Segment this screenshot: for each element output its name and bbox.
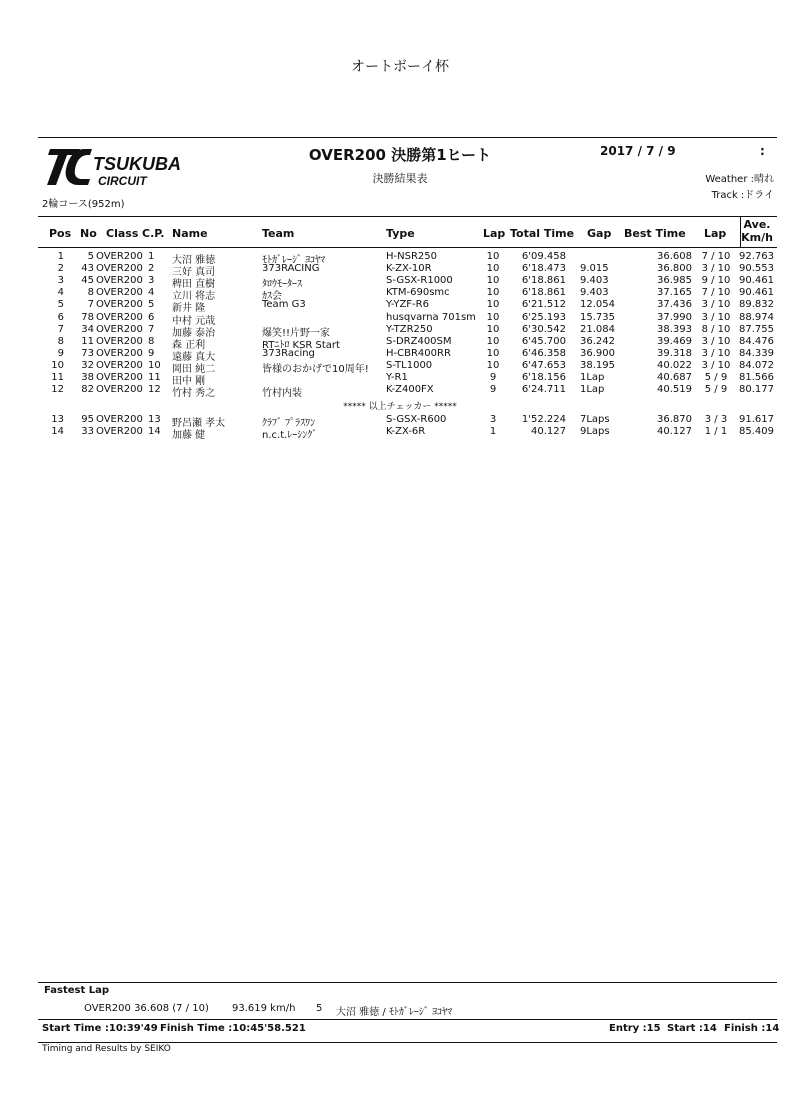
- cell-team: 爆笑!!片野一家: [262, 327, 331, 339]
- cell-lapbest: 3 / 10: [701, 335, 731, 347]
- cell-gap: 38.195: [580, 359, 615, 371]
- cell-type: Y-R1: [386, 372, 408, 383]
- cell-team: ﾀﾛｳﾓｰﾀｰｽ: [262, 279, 302, 291]
- header-ave-unit: Km/h: [741, 231, 773, 244]
- logo-text-bottom: CIRCUIT: [98, 174, 147, 188]
- cell-no: 11: [81, 335, 94, 347]
- cell-team: 竹村内装: [262, 388, 302, 400]
- cell-ave: 87.755: [739, 323, 774, 335]
- finish-time: Finish Time :10:45'58.521: [160, 1023, 306, 1034]
- header-team: Team: [262, 227, 295, 240]
- cell-ave: 81.566: [739, 372, 774, 383]
- table-row: [0, 287, 800, 303]
- cell-class: OVER200: [96, 384, 143, 396]
- track-info: Track :ドライ: [711, 190, 774, 201]
- cell-cp: 6: [148, 311, 155, 323]
- cell-ave: 91.617: [739, 414, 774, 425]
- results-subtitle: 決勝結果表: [372, 172, 428, 185]
- tc-logo-mark: [40, 145, 230, 190]
- table-row: [0, 311, 800, 327]
- cell-lapbest: 3 / 3: [704, 414, 728, 425]
- cell-ave: 90.461: [739, 287, 774, 299]
- cell-no: 8: [87, 287, 94, 299]
- table-row: [0, 251, 800, 266]
- cell-type: husqvarna 701sm: [386, 311, 476, 323]
- cell-name: 竹村 秀之: [172, 388, 216, 400]
- cell-name: 遠藤 真大: [172, 351, 216, 363]
- cell-name: 三好 真司: [172, 267, 216, 279]
- cell-pos: 3: [57, 275, 64, 287]
- cell-name: 立川 将志: [172, 291, 216, 303]
- date-value: 2017 / 7 / 9: [600, 144, 676, 158]
- cell-total: 40.127: [531, 426, 566, 438]
- cell-class: OVER200: [96, 347, 143, 359]
- cell-total: 6'24.711: [521, 384, 566, 396]
- checker-separator: ***** 以上チェッカー *****: [343, 402, 457, 412]
- cell-cp: 1: [148, 251, 155, 262]
- cell-class: OVER200: [96, 372, 143, 383]
- cell-best: 40.519: [657, 384, 692, 396]
- cell-lapbest: 5 / 9: [704, 372, 728, 383]
- cell-cp: 14: [148, 426, 161, 438]
- cell-type: S-DRZ400SM: [386, 335, 452, 347]
- entry-count: Entry :15: [609, 1023, 661, 1034]
- cell-gap: 36.242: [580, 335, 615, 347]
- cell-gap: 1Lap: [580, 372, 605, 383]
- cell-lapbest: 3 / 10: [701, 311, 731, 323]
- cell-ave: 88.974: [739, 311, 774, 323]
- cell-ave: 85.409: [739, 426, 774, 438]
- race-date: [600, 144, 775, 158]
- cell-name: 森 正利: [172, 339, 206, 351]
- cell-pos: 11: [51, 372, 64, 383]
- cell-pos: 8: [57, 335, 64, 347]
- cell-pos: 14: [51, 426, 64, 438]
- cell-pos: 6: [57, 311, 64, 323]
- cell-ave: 90.553: [739, 263, 774, 275]
- table-row: [0, 372, 800, 387]
- header-type: Type: [386, 227, 415, 240]
- cell-total: 6'21.512: [521, 299, 566, 311]
- cell-no: 38: [81, 372, 94, 383]
- cell-best: 36.800: [657, 263, 692, 275]
- cell-team: ﾓﾄｶﾞﾚｰｼﾞ ﾖｺﾔﾏ: [262, 255, 326, 266]
- cell-best: 39.469: [657, 335, 692, 347]
- table-row: [0, 384, 800, 400]
- start-time: Start Time :10:39'49: [42, 1023, 158, 1034]
- cell-name: 田中 剛: [172, 376, 206, 387]
- cell-lapbest: 5 / 9: [704, 384, 728, 396]
- cell-cp: 12: [148, 384, 161, 396]
- logo-text-top: TSUKUBA: [93, 154, 181, 174]
- cell-best: 39.318: [657, 347, 692, 359]
- header-best-time: Best Time: [624, 227, 686, 240]
- cell-lap: 9: [489, 384, 497, 396]
- cell-pos: 1: [57, 251, 64, 262]
- race-title: OVER200 決勝第1ヒート: [308, 146, 492, 164]
- cell-best: 36.608: [657, 251, 692, 262]
- cell-total: 6'25.193: [521, 311, 566, 323]
- cell-lapbest: 3 / 10: [701, 299, 731, 311]
- cell-no: 78: [81, 311, 94, 323]
- cell-lapbest: 1 / 1: [704, 426, 728, 438]
- cell-total: 6'09.458: [521, 251, 566, 262]
- cell-name: 大沼 雅徳: [172, 255, 216, 266]
- cell-class: OVER200: [96, 263, 143, 275]
- fastest-lap-speed: 93.619 km/h: [232, 1003, 296, 1014]
- cell-cp: 4: [148, 287, 155, 299]
- cell-class: OVER200: [96, 287, 143, 299]
- cell-name: 中村 元哉: [172, 315, 216, 327]
- cell-lap: 10: [486, 323, 500, 335]
- cell-no: 45: [81, 275, 94, 287]
- weather-info: Weather :晴れ: [705, 174, 774, 185]
- cell-name: 稗田 直樹: [172, 279, 216, 291]
- cell-type: K-ZX-6R: [386, 426, 426, 438]
- fastest-lap-title: Fastest Lap: [44, 985, 109, 996]
- cell-total: 6'46.358: [521, 347, 566, 359]
- cell-class: OVER200: [96, 251, 143, 262]
- cell-name: 新井 隆: [172, 303, 206, 315]
- cell-cp: 3: [148, 275, 155, 287]
- cell-class: OVER200: [96, 299, 143, 311]
- cell-gap: 12.054: [580, 299, 615, 311]
- top-divider: [38, 137, 777, 138]
- header-ave: [737, 218, 777, 244]
- cell-no: 5: [87, 251, 94, 262]
- cell-lap: 1: [489, 426, 497, 438]
- cell-gap: 9.403: [580, 275, 609, 287]
- cell-type: S-GSX-R600: [386, 414, 447, 425]
- cell-lap: 10: [486, 275, 500, 287]
- header-pos: Pos: [49, 227, 72, 240]
- cell-gap: 9.015: [580, 263, 609, 275]
- timing-credit: Timing and Results by SEIKO: [42, 1044, 171, 1054]
- cell-lapbest: 8 / 10: [701, 323, 731, 335]
- cell-lapbest: 7 / 10: [701, 287, 731, 299]
- cell-lap: 10: [486, 311, 500, 323]
- cell-cp: 13: [148, 414, 161, 425]
- cell-lap: 10: [486, 347, 500, 359]
- cell-type: Y-TZR250: [386, 323, 433, 335]
- cell-total: 6'18.861: [521, 275, 566, 287]
- cell-name: 加藤 健: [172, 430, 206, 442]
- cell-type: S-TL1000: [386, 359, 433, 371]
- table-row: [0, 426, 800, 442]
- cell-class: OVER200: [96, 323, 143, 335]
- cell-cp: 2: [148, 263, 155, 275]
- cell-ave: 89.832: [739, 299, 774, 311]
- cell-type: K-Z400FX: [386, 384, 434, 396]
- cell-lap: 10: [486, 287, 500, 299]
- cell-total: 1'52.224: [521, 414, 566, 425]
- cell-lapbest: 3 / 10: [701, 359, 731, 371]
- table-row: [0, 263, 800, 279]
- fastest-lap-number: 5: [316, 1003, 323, 1014]
- cell-total: 6'18.473: [521, 263, 566, 275]
- header-class: Class: [106, 227, 139, 240]
- cell-lap: 10: [486, 359, 500, 371]
- cell-cp: 5: [148, 299, 155, 311]
- finish-count: Finish :14: [724, 1023, 780, 1034]
- cell-lapbest: 3 / 10: [701, 263, 731, 275]
- table-row: [0, 347, 800, 363]
- cell-best: 40.127: [657, 426, 692, 438]
- document-title: オートボーイ杯: [351, 59, 449, 75]
- cell-cp: 11: [148, 372, 161, 383]
- cell-total: 6'18.156: [521, 372, 566, 383]
- cell-total: 6'30.542: [521, 323, 566, 335]
- header-ave-label: Ave.: [743, 218, 771, 231]
- cell-cp: 10: [148, 359, 161, 371]
- cell-pos: 13: [51, 414, 64, 425]
- cell-no: 7: [87, 299, 94, 311]
- cell-total: 6'18.861: [521, 287, 566, 299]
- header-gap: Gap: [587, 227, 612, 240]
- course-info: 2輪コース(952m): [42, 199, 125, 210]
- header-lap: Lap: [483, 227, 506, 240]
- cell-no: 95: [81, 414, 94, 425]
- tsukuba-circuit-logo: [40, 145, 230, 190]
- cell-best: 40.022: [657, 359, 692, 371]
- start-count: Start :14: [667, 1023, 717, 1034]
- cell-no: 82: [81, 384, 94, 396]
- cell-team: 373Racing: [262, 347, 315, 359]
- cell-type: K-ZX-10R: [386, 263, 432, 275]
- cell-pos: 5: [57, 299, 64, 311]
- table-row: [0, 359, 800, 375]
- fastest-lap-class-time: OVER200 36.608 (7 / 10): [84, 1003, 209, 1014]
- cell-cp: 7: [148, 323, 155, 335]
- cell-team: RTﾆﾄﾛ KSR Start: [262, 339, 340, 351]
- cell-class: OVER200: [96, 311, 143, 323]
- header-no: No: [80, 227, 97, 240]
- cell-cp: 8: [148, 335, 155, 347]
- table-row: [0, 299, 800, 315]
- cell-lapbest: 7 / 10: [701, 251, 731, 262]
- cell-lap: 10: [486, 299, 500, 311]
- cell-gap: 21.084: [580, 323, 615, 335]
- cell-best: 38.393: [657, 323, 692, 335]
- cell-type: Y-YZF-R6: [386, 299, 429, 311]
- cell-gap: 9.403: [580, 287, 609, 299]
- cell-class: OVER200: [96, 414, 143, 425]
- cell-pos: 12: [51, 384, 64, 396]
- cell-class: OVER200: [96, 275, 143, 287]
- cell-gap: 7Laps: [580, 414, 610, 425]
- cell-name: 岡田 純二: [172, 363, 216, 375]
- cell-ave: 80.177: [739, 384, 774, 396]
- cell-class: OVER200: [96, 335, 143, 347]
- cell-lap: 3: [489, 414, 497, 425]
- cell-no: 73: [81, 347, 94, 359]
- cell-team: Team G3: [262, 299, 306, 311]
- cell-lapbest: 9 / 10: [701, 275, 731, 287]
- cell-class: OVER200: [96, 359, 143, 371]
- cell-gap: 15.735: [580, 311, 615, 323]
- cell-ave: 90.461: [739, 275, 774, 287]
- date-colon: :: [760, 144, 765, 158]
- table-row: [0, 414, 800, 429]
- fastest-lap-rider: 大沼 雅徳 / ﾓﾄｶﾞﾚｰｼﾞ ﾖｺﾔﾏ: [336, 1007, 453, 1018]
- cell-name: 加藤 泰治: [172, 327, 216, 339]
- cell-no: 33: [81, 426, 94, 438]
- cell-pos: 10: [51, 359, 64, 371]
- results-table-header: [38, 216, 777, 248]
- cell-pos: 9: [57, 347, 64, 359]
- cell-best: 36.985: [657, 275, 692, 287]
- header-name: Name: [172, 227, 208, 240]
- table-row: [0, 335, 800, 351]
- cell-lap: 10: [486, 251, 500, 262]
- cell-team: ｸﾗﾌﾞ ﾌﾟﾗｽﾜﾝ: [262, 418, 316, 429]
- cell-pos: 2: [57, 263, 64, 275]
- cell-gap: 9Laps: [580, 426, 610, 438]
- cell-pos: 4: [57, 287, 64, 299]
- cell-ave: 84.072: [739, 359, 774, 371]
- cell-ave: 84.339: [739, 347, 774, 359]
- cell-no: 43: [81, 263, 94, 275]
- cell-ave: 84.476: [739, 335, 774, 347]
- cell-pos: 7: [57, 323, 64, 335]
- cell-lap: 9: [489, 372, 497, 383]
- cell-class: OVER200: [96, 426, 143, 438]
- cell-type: S-GSX-R1000: [386, 275, 453, 287]
- cell-team: 皆様のおかげで10周年!: [262, 363, 369, 375]
- cell-gap: 1Lap: [580, 384, 605, 396]
- cell-lap: 10: [486, 263, 500, 275]
- cell-no: 34: [81, 323, 94, 335]
- cell-name: 野呂瀬 孝太: [172, 418, 226, 429]
- cell-best: 37.990: [657, 311, 692, 323]
- cell-total: 6'45.700: [521, 335, 566, 347]
- cell-best: 40.687: [657, 372, 692, 383]
- fastest-lap-divider: [38, 1019, 777, 1020]
- table-row: [0, 323, 800, 339]
- cell-cp: 9: [148, 347, 155, 359]
- header-total-time: Total Time: [510, 227, 575, 240]
- cell-lapbest: 3 / 10: [701, 347, 731, 359]
- cell-best: 37.436: [657, 299, 692, 311]
- cell-best: 36.870: [657, 414, 692, 425]
- cell-team: 373RACING: [262, 263, 320, 275]
- cell-team: n.c.t.ﾚｰｼﾝｸﾞ: [262, 430, 318, 442]
- cell-ave: 92.763: [739, 251, 774, 262]
- cell-best: 37.165: [657, 287, 692, 299]
- table-row: [0, 275, 800, 291]
- cell-type: H-NSR250: [386, 251, 437, 262]
- cell-no: 32: [81, 359, 94, 371]
- cell-lap: 10: [486, 335, 500, 347]
- header-best-lap: Lap: [704, 227, 727, 240]
- cell-gap: 36.900: [580, 347, 615, 359]
- cell-total: 6'47.653: [521, 359, 566, 371]
- cell-team: ｶｽ会: [262, 291, 282, 303]
- cell-type: KTM-690smc: [386, 287, 450, 299]
- header-cp: C.P.: [142, 227, 165, 240]
- cell-type: H-CBR400RR: [386, 347, 451, 359]
